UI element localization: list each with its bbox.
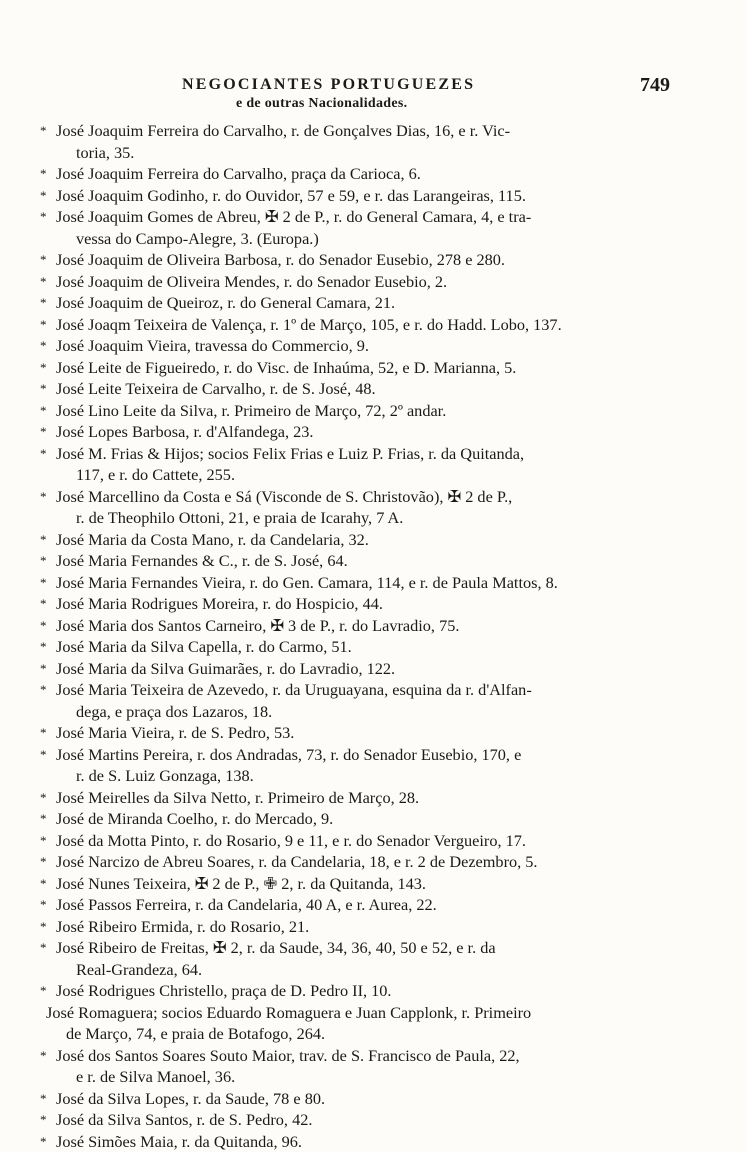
list-item: [40, 873, 688, 895]
list-item: [40, 271, 688, 293]
running-title: NEGOCIANTES PORTUGUEZES: [182, 76, 475, 94]
star-marker: *: [40, 271, 47, 293]
entry-continuation: Real-Grandeza, 64.: [56, 959, 688, 981]
list-item: [40, 120, 688, 163]
star-marker: *: [40, 163, 47, 185]
star-marker: *: [40, 851, 47, 873]
entry-text: José de Miranda Coelho, r. do Mercado, 9.: [56, 809, 333, 828]
list-item: [40, 980, 688, 1002]
list-item: [40, 636, 688, 658]
entry-text: José Joaquim Ferreira do Carvalho, praça da Carioca, 6.: [56, 164, 421, 183]
list-item: [40, 808, 688, 830]
list-item: [40, 314, 688, 336]
list-item: [40, 529, 688, 551]
star-marker: *: [40, 421, 47, 443]
list-item: [40, 894, 688, 916]
entry-continuation: de Março, 74, e praia de Botafogo, 264.: [46, 1023, 688, 1045]
star-marker: *: [40, 593, 47, 615]
list-item: [40, 1088, 688, 1110]
star-marker: *: [40, 894, 47, 916]
star-marker: *: [40, 443, 47, 465]
entry-text: José Ribeiro de Freitas, ✠ 2, r. da Saude, 34, 36, 40, 50 e 52, e r. da: [56, 938, 496, 957]
star-marker: *: [40, 529, 47, 551]
list-item: [40, 830, 688, 852]
star-marker: *: [40, 937, 47, 959]
star-marker: *: [40, 808, 47, 830]
entry-continuation: toria, 35.: [56, 142, 688, 164]
star-marker: *: [40, 335, 47, 357]
list-item: [40, 550, 688, 572]
entry-text: José Romaguera; socios Eduardo Romaguera e Juan Capplonk, r. Primeiro: [46, 1003, 531, 1022]
star-marker: *: [40, 679, 47, 701]
star-marker: *: [40, 787, 47, 809]
star-marker: *: [40, 830, 47, 852]
entry-text: José Maria Teixeira de Azevedo, r. da Uruguayana, esquina da r. d'Alfan-: [56, 680, 532, 699]
entry-text: José Joaqm Teixeira de Valença, r. 1º de Março, 105, e r. do Hadd. Lobo, 137.: [56, 315, 562, 334]
page-number: 749: [640, 74, 670, 97]
star-marker: *: [40, 400, 47, 422]
star-marker: *: [40, 550, 47, 572]
list-item: [40, 679, 688, 722]
entry-text: José Joaquim de Oliveira Barbosa, r. do Senador Eusebio, 278 e 280.: [56, 250, 505, 269]
star-marker: *: [40, 722, 47, 744]
entry-continuation: e r. de Silva Manoel, 36.: [56, 1066, 688, 1088]
list-item: [40, 722, 688, 744]
star-marker: *: [40, 292, 47, 314]
star-marker: *: [40, 873, 47, 895]
entry-text: José Martins Pereira, r. dos Andradas, 73, r. do Senador Eusebio, 170, e: [56, 745, 521, 764]
merchant-list: [40, 120, 688, 1152]
list-item: [40, 1002, 688, 1045]
list-item: [40, 357, 688, 379]
entry-text: José Lino Leite da Silva, r. Primeiro de Março, 72, 2º andar.: [56, 401, 446, 420]
entry-text: José Nunes Teixeira, ✠ 2 de P., ✙ 2, r. da Quitanda, 143.: [56, 874, 426, 893]
page-header: [0, 72, 747, 120]
entry-text: José Maria dos Santos Carneiro, ✠ 3 de P., r. do Lavradio, 75.: [56, 616, 459, 635]
entry-text: José Leite de Figueiredo, r. do Visc. de Inhaúma, 52, e D. Marianna, 5.: [56, 358, 516, 377]
star-marker: *: [40, 1045, 47, 1067]
list-item: [40, 206, 688, 249]
star-marker: *: [40, 120, 47, 142]
star-marker: *: [40, 249, 47, 271]
entry-text: José Leite Teixeira de Carvalho, r. de S. José, 48.: [56, 379, 376, 398]
list-item: [40, 916, 688, 938]
entry-text: José Maria da Costa Mano, r. da Candelaria, 32.: [56, 530, 369, 549]
list-item: [40, 292, 688, 314]
star-marker: *: [40, 1131, 47, 1152]
entry-continuation: vessa do Campo-Alegre, 3. (Europa.): [56, 228, 688, 250]
entry-text: José Lopes Barbosa, r. d'Alfandega, 23.: [56, 422, 314, 441]
entry-text: José dos Santos Soares Souto Maior, trav. de S. Francisco de Paula, 22,: [56, 1046, 520, 1065]
entry-text: José Joaquim de Oliveira Mendes, r. do Senador Eusebio, 2.: [56, 272, 447, 291]
star-marker: *: [40, 744, 47, 766]
entry-continuation: r. de Theophilo Ottoni, 21, e praia de Icarahy, 7 A.: [56, 507, 688, 529]
entry-text: José Maria da Silva Guimarães, r. do Lavradio, 122.: [56, 659, 395, 678]
list-item: [40, 163, 688, 185]
star-marker: *: [40, 980, 47, 1002]
entry-text: José Passos Ferreira, r. da Candelaria, 40 A, e r. Aurea, 22.: [56, 895, 437, 914]
list-item: [40, 658, 688, 680]
star-marker: *: [40, 378, 47, 400]
entry-text: José Ribeiro Ermida, r. do Rosario, 21.: [56, 917, 309, 936]
entry-text: José Joaquim de Queiroz, r. do General Camara, 21.: [56, 293, 395, 312]
entry-text: José Maria Fernandes Vieira, r. do Gen. Camara, 114, e r. de Paula Mattos, 8.: [56, 573, 558, 592]
list-item: [40, 378, 688, 400]
entry-text: José Narcizo de Abreu Soares, r. da Candelaria, 18, e r. 2 de Dezembro, 5.: [56, 852, 538, 871]
entry-continuation: 117, e r. do Cattete, 255.: [56, 464, 688, 486]
list-item: [40, 937, 688, 980]
page-subtitle: e de outras Nacionalidades.: [236, 96, 407, 112]
entry-text: José Joaquim Gomes de Abreu, ✠ 2 de P., r. do General Camara, 4, e tra-: [56, 207, 531, 226]
entry-text: José Joaquim Vieira, travessa do Commercio, 9.: [56, 336, 369, 355]
list-item: [40, 335, 688, 357]
list-item: [40, 1109, 688, 1131]
star-marker: *: [40, 486, 47, 508]
list-item: [40, 1131, 688, 1152]
entry-continuation: dega, e praça dos Lazaros, 18.: [56, 701, 688, 723]
list-item: [40, 486, 688, 529]
star-marker: *: [40, 314, 47, 336]
list-item: [40, 249, 688, 271]
entry-text: José Maria Rodrigues Moreira, r. do Hospicio, 44.: [56, 594, 383, 613]
star-marker: *: [40, 658, 47, 680]
star-marker: *: [40, 636, 47, 658]
entry-text: José Joaquim Ferreira do Carvalho, r. de Gonçalves Dias, 16, e r. Vic-: [56, 121, 510, 140]
list-item: [40, 851, 688, 873]
entry-text: José Meirelles da Silva Netto, r. Primeiro de Março, 28.: [56, 788, 419, 807]
star-marker: *: [40, 572, 47, 594]
list-item: [40, 421, 688, 443]
star-marker: *: [40, 206, 47, 228]
list-item: [40, 443, 688, 486]
star-marker: *: [40, 916, 47, 938]
entry-text: José da Motta Pinto, r. do Rosario, 9 e 11, e r. do Senador Vergueiro, 17.: [56, 831, 526, 850]
star-marker: *: [40, 357, 47, 379]
entry-text: José Maria da Silva Capella, r. do Carmo, 51.: [56, 637, 352, 656]
list-item: [40, 744, 688, 787]
star-marker: *: [40, 615, 47, 637]
list-item: [40, 615, 688, 637]
star-marker: *: [40, 185, 47, 207]
entry-text: José Simões Maia, r. da Quitanda, 96.: [56, 1132, 302, 1151]
entry-text: José Joaquim Godinho, r. do Ouvidor, 57 e 59, e r. das Larangeiras, 115.: [56, 186, 526, 205]
list-item: [40, 593, 688, 615]
entry-text: José da Silva Lopes, r. da Saude, 78 e 80.: [56, 1089, 325, 1108]
entry-text: José Rodrigues Christello, praça de D. Pedro II, 10.: [56, 981, 392, 1000]
list-item: [40, 185, 688, 207]
star-marker: *: [40, 1109, 47, 1131]
star-marker: *: [40, 1088, 47, 1110]
list-item: [40, 400, 688, 422]
list-item: [40, 1045, 688, 1088]
entry-text: José Maria Vieira, r. de S. Pedro, 53.: [56, 723, 294, 742]
entry-text: José Marcellino da Costa e Sá (Visconde de S. Christovão), ✠ 2 de P.,: [56, 487, 512, 506]
list-item: [40, 787, 688, 809]
entry-text: José M. Frias & Hijos; socios Felix Frias e Luiz P. Frias, r. da Quitanda,: [56, 444, 524, 463]
list-item: [40, 572, 688, 594]
entry-text: José Maria Fernandes & C., r. de S. José, 64.: [56, 551, 348, 570]
entry-continuation: r. de S. Luiz Gonzaga, 138.: [56, 765, 688, 787]
entry-text: José da Silva Santos, r. de S. Pedro, 42.: [56, 1110, 312, 1129]
